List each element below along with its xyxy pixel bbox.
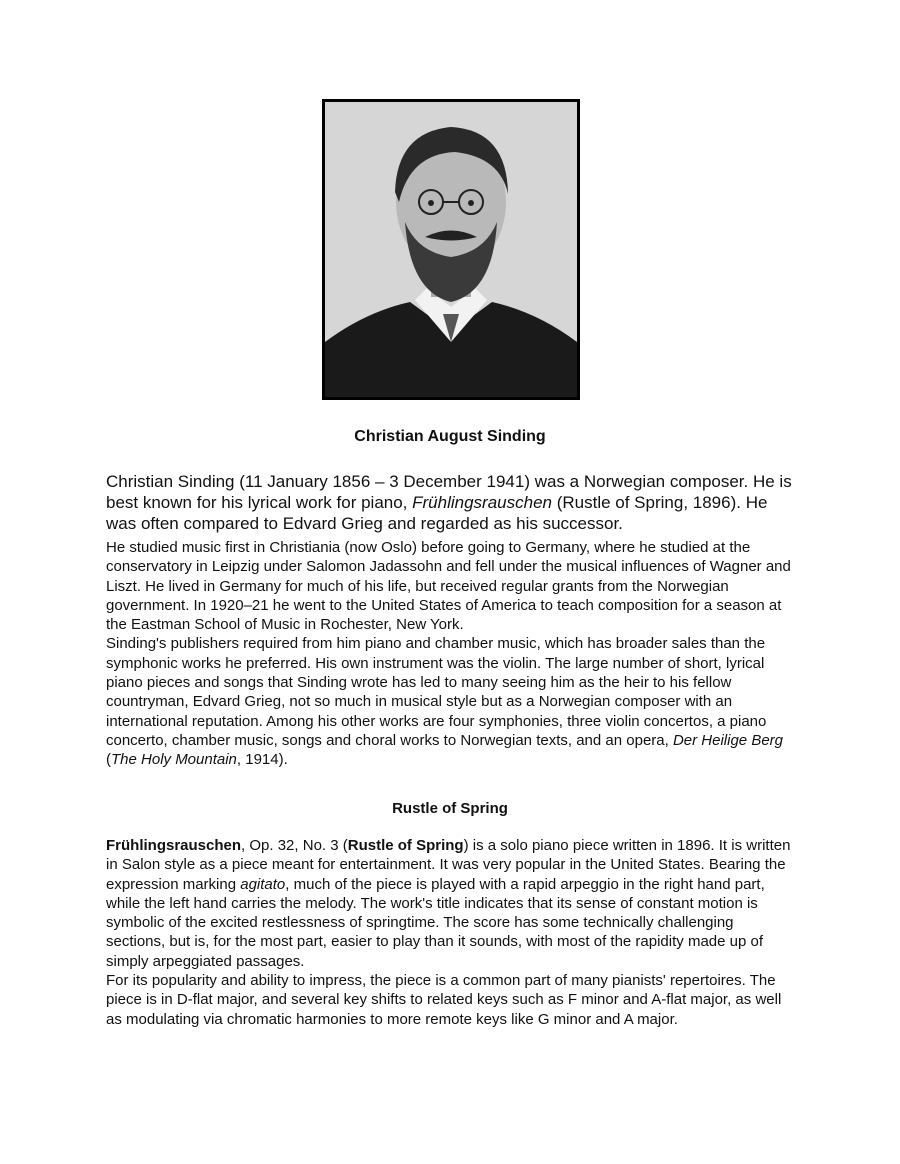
rustle-section bbox=[106, 836, 796, 1029]
expression-marking: agitato bbox=[240, 875, 286, 893]
work-title-english: Rustle of Spring bbox=[347, 837, 464, 854]
rustle-paragraph-1 bbox=[106, 836, 796, 971]
bio-paragraph-2 bbox=[106, 634, 796, 769]
portrait-illustration bbox=[325, 102, 577, 397]
opera-title: Der Heilige Berg bbox=[672, 731, 783, 749]
rustle-p1-text-3: , much of the piece is played with a rapid arpeggio in the right hand part, while the left hand carries the melody. The work's title indicates that its sense of constant motion is symbolic of the excited restlessness of springtime. The score has some technically challenging sections, but is, for the most part, easier to play than it sounds, with most of the rapidity made up of simply arpeggiated passages. bbox=[106, 875, 765, 970]
bio-paragraph-1: He studied music first in Christiania (now Oslo) before going to Germany, where he studied at the conservatory in Leipzig under Salomon Jadassohn and fell under the musical influences of Wagner and Liszt. He lived in Germany for much of his life, but received regular grants from the Norwegian government. In 1920–21 he went to the United States of America to teach composition for a season at the Eastman School of Music in Rochester, New York. bbox=[106, 539, 791, 634]
portrait-image bbox=[322, 99, 580, 400]
bio-p2-paren: ( bbox=[106, 751, 111, 769]
bio-p2-end: , 1914). bbox=[236, 751, 288, 769]
biography bbox=[106, 538, 796, 770]
bio-p2-text: Sinding's publishers required from him piano and chamber music, which has broader sales than the symphonic works he preferred. His own instrument was the violin. The large number of short, lyrical piano pieces and songs that Sinding wrote has led to many seeing him as the heir to his fellow countryman, Edvard Grieg, not so much in musical style but as a Norwegian composer with an international reputation. Among his other works are four symphonies, three violin concertos, a piano concerto, chamber music, songs and choral works to Norwegian texts, and an opera, bbox=[106, 635, 767, 749]
intro-text-after: (Rustle of Spring, 1896). He was often compared to Edvard Grieg and regarded as his successor. bbox=[106, 493, 768, 533]
rustle-paragraph-2: For its popularity and ability to impress, the piece is a common part of many pianists' repertoires. The piece is in D-flat major, and several key shifts to related keys such as F minor and A-flat major, as well as modulating via chromatic harmonies to more remote keys like G minor and A major. bbox=[106, 972, 782, 1028]
intro-text-before: Christian Sinding (11 January 1856 – 3 December 1941) was a Norwegian composer. He is best known for his lyrical work for piano, bbox=[106, 472, 792, 512]
section-heading: Rustle of Spring bbox=[392, 800, 508, 817]
rustle-p1-text-1: , Op. 32, No. 3 ( bbox=[241, 837, 348, 854]
intro-paragraph bbox=[106, 471, 796, 534]
rustle-p1-text-2: ) is a solo piano piece written in 1896. It is written in Salon style as a piece meant for entertainment. It was very popular in the United States. Bearing the expression marking bbox=[106, 837, 791, 893]
intro-work-title: Frühlingsrauschen bbox=[412, 493, 552, 512]
opera-title-english: The Holy Mountain bbox=[111, 751, 237, 769]
work-title-german: Frühlingsrauschen bbox=[106, 837, 242, 854]
page-title: Christian August Sinding bbox=[354, 428, 546, 445]
